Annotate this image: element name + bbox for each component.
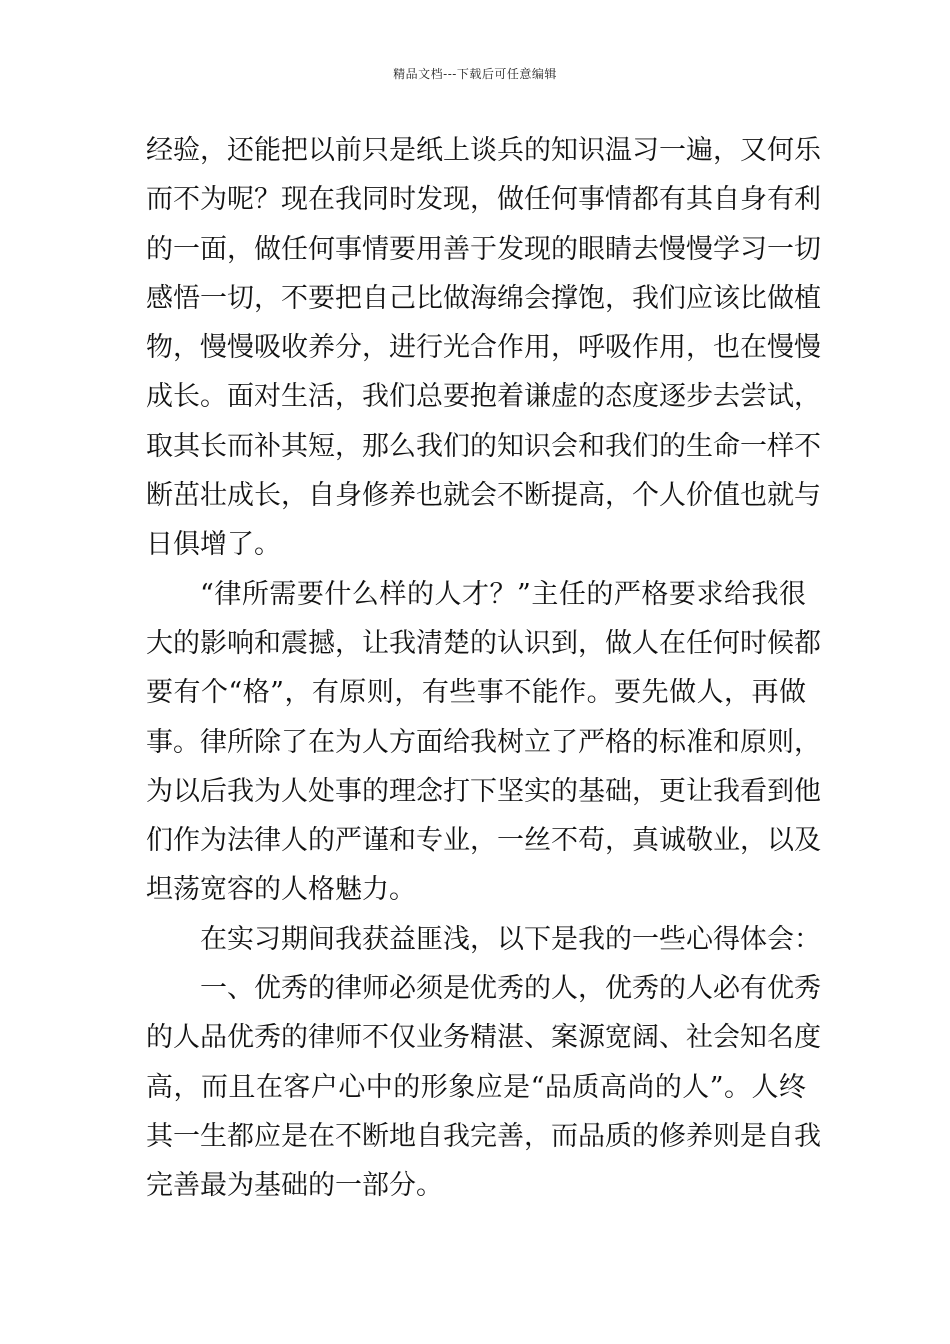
page-header: 精品文档---下载后可任意编辑: [393, 67, 557, 81]
text-line: 事。律所除了在为人方面给我树立了严格的标准和原则，: [146, 726, 821, 758]
text-line: 要有个“格”，有原则，有些事不能作。要先做人，再做: [146, 677, 806, 709]
text-line: 日俱增了。: [146, 529, 281, 561]
text-line: 取其长而补其短，那么我们的知识会和我们的生命一样不: [146, 430, 821, 462]
text-line: 而不为呢？现在我同时发现，做任何事情都有其自身有利: [146, 184, 821, 216]
text-line: 在实习期间我获益匪浅，以下是我的一些心得体会：: [200, 923, 821, 955]
text-line: 成长。面对生活，我们总要抱着谦虚的态度逐步去尝试，: [146, 381, 821, 413]
text-line: 大的影响和震撼，让我清楚的认识到，做人在任何时候都: [146, 627, 821, 659]
document-body: [146, 126, 821, 1211]
text-line: 完善最为基础的一部分。: [146, 1170, 443, 1202]
text-line: 物，慢慢吸收养分，进行光合作用，呼吸作用，也在慢慢: [146, 332, 821, 364]
text-line: 们作为法律人的严谨和专业，一丝不苟，真诚敬业，以及: [146, 825, 821, 857]
text-line: 断茁壮成长，自身修养也就会不断提高，个人价值也就与: [146, 480, 821, 512]
text-line: 经验，还能把以前只是纸上谈兵的知识温习一遍，又何乐: [146, 135, 821, 166]
text-line: 的人品优秀的律师不仅业务精湛、案源宽阔、社会知名度: [146, 1022, 821, 1054]
text-line: 的一面，做任何事情要用善于发现的眼睛去慢慢学习一切: [146, 233, 821, 265]
text-line: 高，而且在客户心中的形象应是“品质高尚的人”。人终: [146, 1071, 806, 1103]
text-line: 一、优秀的律师必须是优秀的人，优秀的人必有优秀: [200, 973, 821, 1005]
text-line: 感悟一切，不要把自己比做海绵会撑饱，我们应该比做植: [146, 282, 821, 314]
text-line: 坦荡宽容的人格魅力。: [146, 874, 416, 906]
text-line: “律所需要什么样的人才？”主任的严格要求给我很: [200, 578, 806, 610]
text-line: 为以后我为人处事的理念打下坚实的基础，更让我看到他: [146, 775, 821, 807]
text-line: 其一生都应是在不断地自我完善，而品质的修养则是自我: [146, 1120, 821, 1152]
